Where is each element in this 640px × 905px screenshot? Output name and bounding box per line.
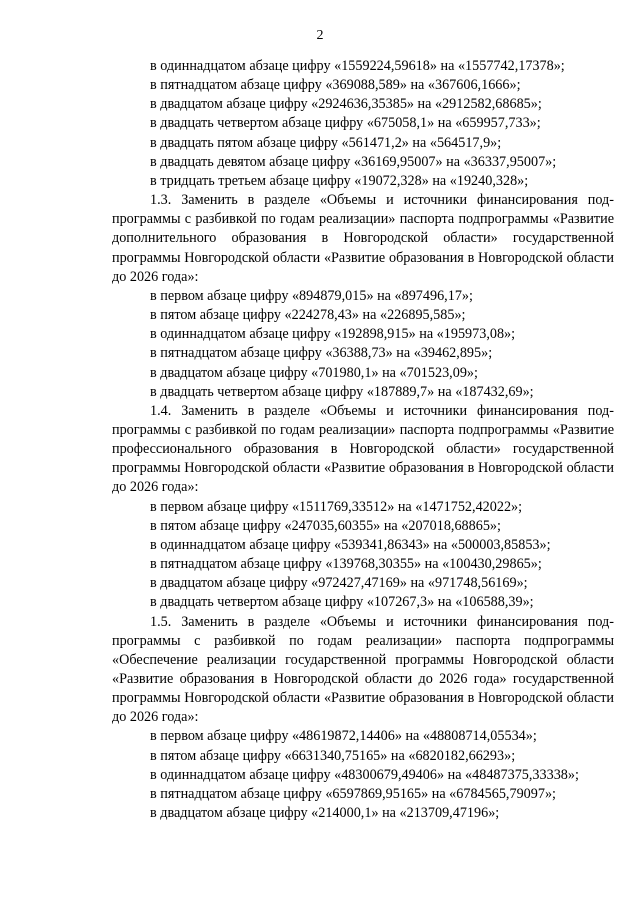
amendment-line: в пятнадцатом абзаце цифру «36388,73» на «39462,895»; — [150, 345, 493, 362]
amendment-line: в тридцать третьем абзаце цифру «19072,328» на «19240,328»; — [150, 172, 529, 189]
amendment-line: в двадцать пятом абзаце цифру «561471,2» на «564517,9»; — [150, 134, 502, 151]
section-1-4-intro: 1.4. Заменить в разделе «Объемы и источники финансирования подпрограммы с разбивкой по годам реализации» паспорта подпрограммы «Развитие профессионального образования в Новгородской области» государственной программы Новгородской области «Развитие образования в Новгородской области до 2026 года»: — [112, 402, 614, 496]
amendment-line: в пятнадцатом абзаце цифру «139768,30355» на «100430,29865»; — [150, 556, 542, 573]
page-number: 2 — [316, 28, 324, 43]
document-body — [112, 57, 614, 823]
amendment-line: в одиннадцатом абзаце цифру «539341,86343» на «500003,85853»; — [150, 536, 551, 553]
section-1-2-tail — [112, 57, 614, 191]
amendment-line: в двадцатом абзаце цифру «2924636,35385» на «2912582,68685»; — [150, 96, 542, 113]
amendment-line: в двадцать четвертом абзаце цифру «187889,7» на «187432,69»; — [150, 383, 534, 400]
amendment-line: в пятнадцатом абзаце цифру «369088,589» на «367606,1666»; — [150, 77, 521, 94]
amendment-line: в двадцать четвертом абзаце цифру «107267,3» на «106588,39»; — [150, 594, 534, 611]
amendment-line: в пятом абзаце цифру «224278,43» на «226895,585»; — [150, 307, 466, 324]
amendment-line: в одиннадцатом абзаце цифру «1559224,59618» на «1557742,17378»; — [150, 58, 565, 74]
amendment-line: в пятом абзаце цифру «6631340,75165» на «6820182,66293»; — [150, 747, 516, 764]
amendment-line: в двадцатом абзаце цифру «972427,47169» на «971748,56169»; — [150, 575, 528, 592]
amendment-line: в первом абзаце цифру «48619872,14406» на «48808714,05534»; — [150, 728, 537, 745]
amendment-line: в пятнадцатом абзаце цифру «6597869,95165» на «6784565,79097»; — [150, 785, 556, 802]
section-1-5 — [112, 613, 614, 824]
section-1-3-intro: 1.3. Заменить в разделе «Объемы и источники финансирования подпрограммы с разбивкой по годам реализации» паспорта подпрограммы «Развитие дополнительного образования в Новгородской области» государственной программы Новгородской области «Развитие образования в Новгородской области до 2026 года»: — [112, 192, 614, 285]
section-1-3 — [112, 191, 614, 402]
section-1-5-intro: 1.5. Заменить в разделе «Объемы и источники финансирования подпрограммы с разбивкой по годам реализации» паспорта подпрограммы «Обеспечение реализации государственной программы Новгородской области «Развитие образования в Новгородской области до 2026 года» государственной программы Новгородской области «Развитие образования в Новгородской области до 2026 года»: — [112, 613, 614, 726]
amendment-line: в первом абзаце цифру «1511769,33512» на «1471752,42022»; — [150, 498, 523, 515]
amendment-line: в двадцатом абзаце цифру «701980,1» на «701523,09»; — [150, 364, 478, 381]
amendment-line: в одиннадцатом абзаце цифру «192898,915» на «195973,08»; — [150, 326, 516, 343]
amendment-line: в пятом абзаце цифру «247035,60355» на «207018,68865»; — [150, 517, 501, 534]
amendment-line: в двадцать четвертом абзаце цифру «675058,1» на «659957,733»; — [150, 115, 541, 132]
amendment-line: в двадцать девятом абзаце цифру «36169,95007» на «36337,95007»; — [150, 153, 557, 170]
amendment-line: в двадцатом абзаце цифру «214000,1» на «213709,47196»; — [150, 805, 500, 822]
amendment-line: в одиннадцатом абзаце цифру «48300679,49406» на «48487375,33338»; — [150, 766, 579, 783]
section-1-4 — [112, 402, 614, 613]
amendment-line: в первом абзаце цифру «894879,015» на «897496,17»; — [150, 287, 473, 304]
